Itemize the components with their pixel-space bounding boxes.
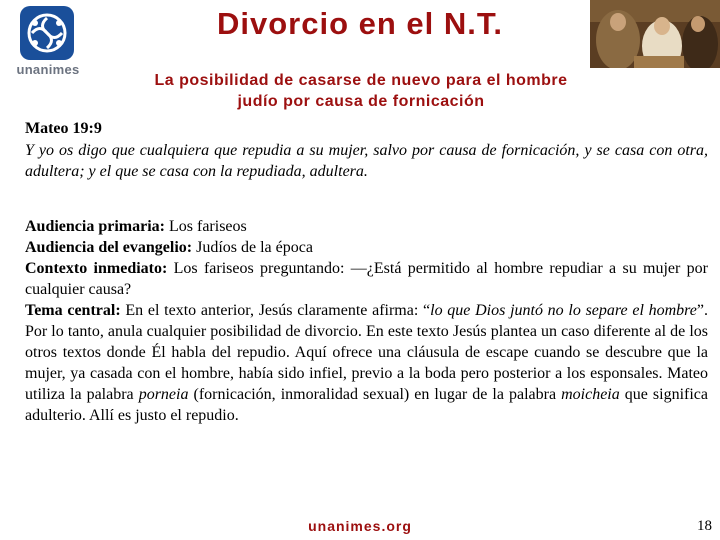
painting-image — [590, 0, 720, 68]
gospel-audience-label: Audiencia del evangelio: — [25, 239, 193, 256]
term-porneia: porneia — [138, 386, 189, 403]
central-theme-label: Tema central: — [25, 302, 121, 319]
gospel-audience-value: Judíos de la época — [192, 239, 313, 256]
page-number: 18 — [697, 518, 712, 534]
immediate-context-value: Los fariseos preguntando: ―¿Está permitido al hombre repudiar a su mujer por cualquier causa? — [25, 260, 708, 298]
gospel-audience — [25, 237, 708, 258]
footer-site-link[interactable]: unanimes.org — [308, 518, 412, 534]
primary-audience-label: Audiencia primaria: — [25, 218, 165, 235]
term-moicheia: moicheia — [561, 386, 620, 403]
immediate-context — [25, 258, 708, 300]
central-theme-text-3: (fornicación, inmoralidad sexual) en lugar de la palabra — [188, 386, 562, 403]
logo-hands-icon — [20, 6, 74, 60]
analysis-section — [25, 216, 708, 426]
unanimes-logo — [10, 6, 86, 82]
central-theme-quote: lo que Dios juntó no lo separe el hombre — [430, 302, 697, 319]
central-theme — [25, 300, 708, 426]
verse-text: Y yo os digo que cualquiera que repudia a su mujer, salvo por causa de fornicación, y se casa con otra, adultera; y el que se casa con la repudiada, adultera. — [25, 142, 708, 180]
central-theme-text-4: que significa adulterio. Allí es justo el repudio. — [25, 386, 708, 424]
logo-text: unanimes — [16, 62, 80, 77]
subtitle-line-2: judío por causa de fornicación — [237, 93, 485, 110]
verse-reference: Mateo 19:9 — [25, 120, 102, 137]
primary-audience-value: Los fariseos — [165, 218, 247, 235]
slide-subtitle — [96, 70, 626, 112]
slide-title: Divorcio en el N.T. — [216, 6, 503, 41]
primary-audience — [25, 216, 708, 237]
central-theme-text-2: ”. Por lo tanto, anula cualquier posibilidad de divorcio. En este texto Jesús plantea un caso diferente al de los otros textos donde Él habla del repudio. Aquí ofrece una cláusula de escape cuando se descubre que la mujer, ya casada con el hombre, había sido infiel, previo a la boda pero posterior a los esponsales. Mateo utiliza la palabra — [25, 302, 709, 403]
immediate-context-label: Contexto inmediato: — [25, 260, 168, 277]
central-theme-text-1: En el texto anterior, Jesús claramente afirma: “ — [120, 302, 431, 319]
subtitle-line-1: La posibilidad de casarse de nuevo para el hombre — [154, 72, 568, 89]
